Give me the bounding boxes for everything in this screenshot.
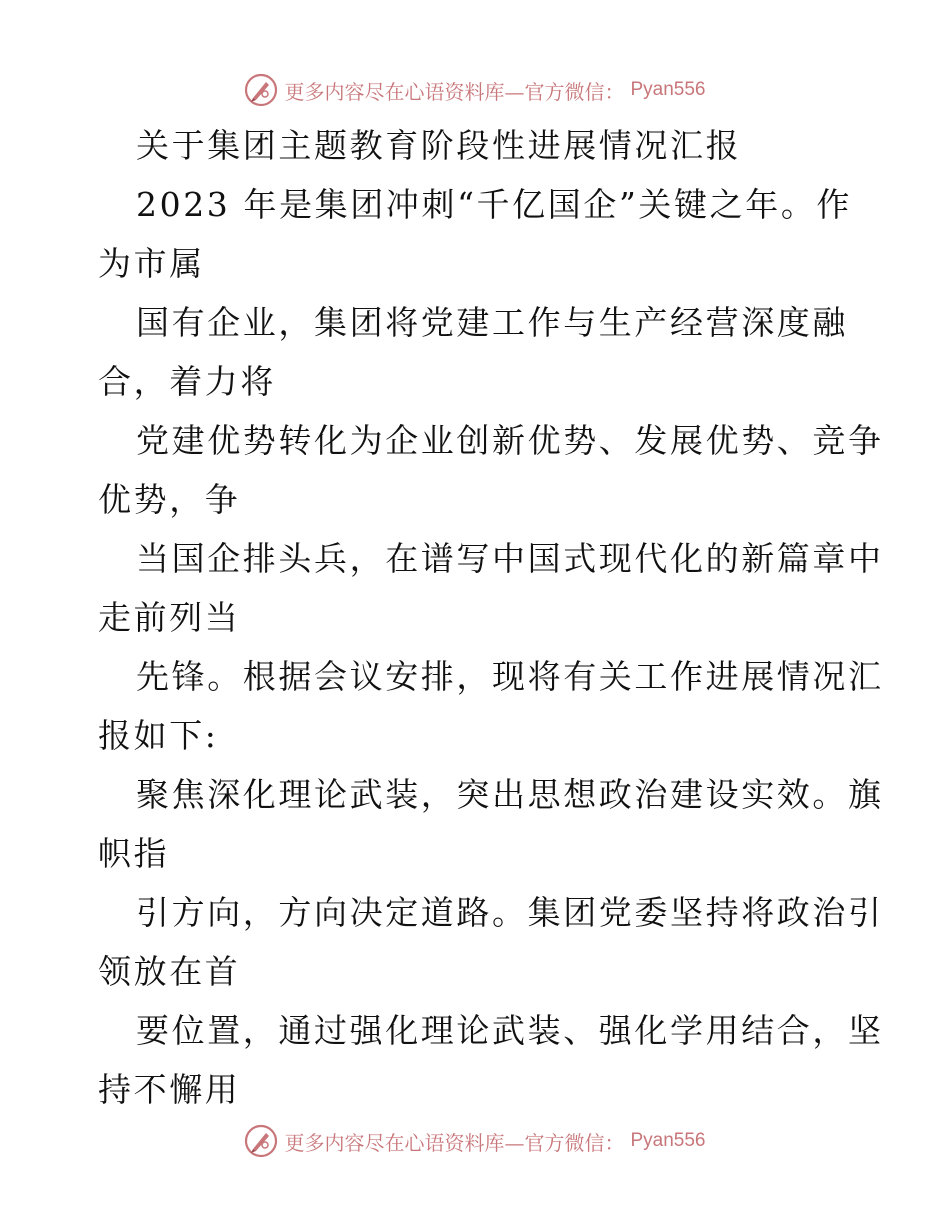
text-line: 报如下:: [98, 716, 219, 755]
footer-watermark: [0, 1121, 950, 1161]
watermark-wechat-id: Pyan556: [630, 1130, 706, 1151]
text-line: 引方向，方向决定道路。集团党委坚持将政治引: [136, 893, 884, 932]
text-line: 2023 年是集团冲刺“千亿国企”关键之年。作: [136, 185, 853, 224]
quill-logo-icon: [244, 1124, 278, 1158]
text-line: 优势，争: [98, 480, 241, 519]
text-line: 先锋。根据会议安排，现将有关工作进展情况汇: [136, 657, 884, 696]
text-line: 为市属: [98, 244, 205, 283]
watermark-text: 更多内容尽在心语资料库—官方微信：: [284, 79, 625, 104]
text-line: 领放在首: [98, 952, 241, 991]
watermark-text: 更多内容尽在心语资料库—官方微信：: [284, 1130, 625, 1155]
text-line: 聚焦深化理论武装，突出思想政治建设实效。旗: [136, 775, 884, 814]
text-line: 党建优势转化为企业创新优势、发展优势、竞争: [136, 421, 884, 460]
text-line: 当国企排头兵，在谱写中国式现代化的新篇章中: [136, 539, 884, 578]
watermark-wechat-id: Pyan556: [630, 79, 706, 100]
text-line: 要位置，通过强化理论武装、强化学用结合，坚: [136, 1011, 884, 1050]
text-line: 持不懈用: [98, 1070, 241, 1109]
document-title: 关于集团主题教育阶段性进展情况汇报: [136, 126, 742, 165]
text-line: 国有企业，集团将党建工作与生产经营深度融: [136, 303, 848, 342]
text-line: 合，着力将: [98, 362, 276, 401]
text-line: 走前列当: [98, 598, 241, 637]
text-line: 帜指: [98, 834, 170, 873]
